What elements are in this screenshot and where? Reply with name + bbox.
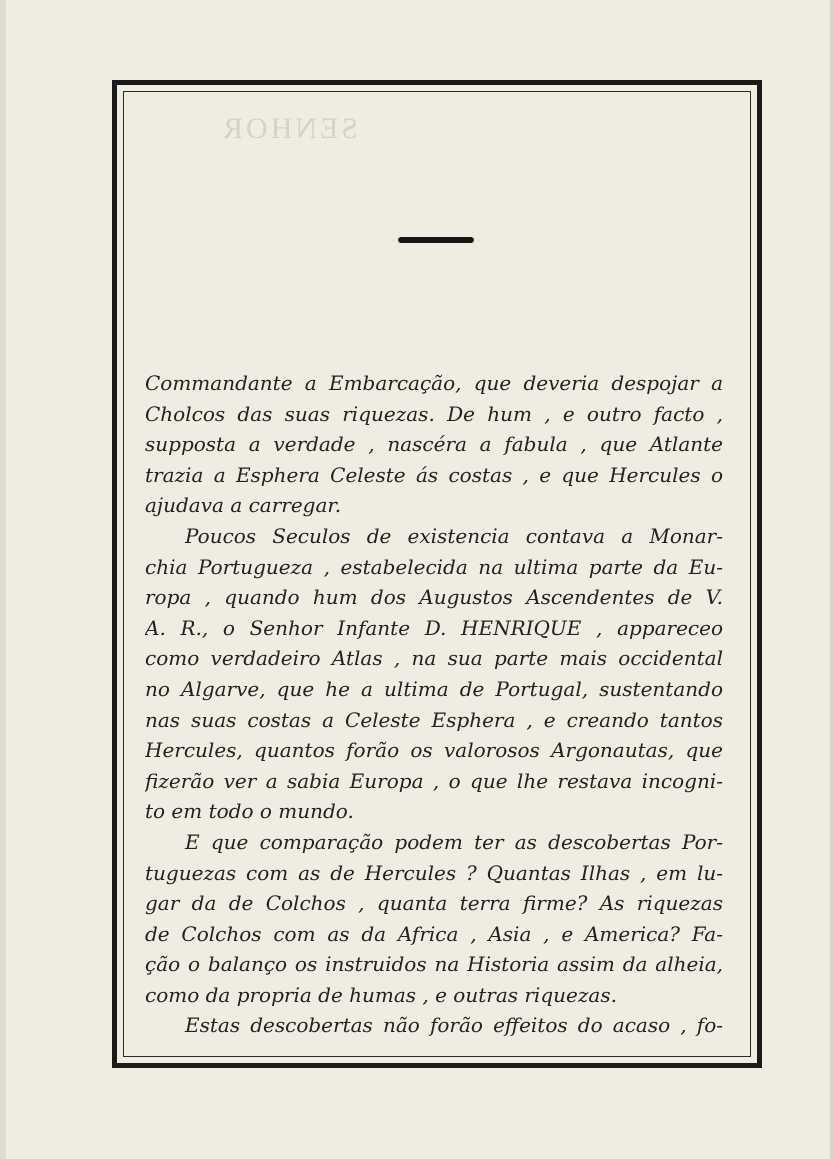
text-line: como verdadeiro Atlas , na sua parte mais occidental: [145, 646, 723, 671]
text-line: trazia a Esphera Celeste ás costas , e que Hercules o: [145, 462, 723, 487]
text-line: nas suas costas a Celeste Esphera , e creando tantos: [145, 707, 723, 732]
text-line: ção o balanço os instruidos na Historia assim da alheia,: [145, 952, 723, 977]
text-line: A. R., o Senhor Infante D. HENRIQUE , appareceo: [145, 615, 723, 640]
text-line: chia Portugueza , estabelecida na ultima parte da Eu-: [145, 554, 723, 579]
bleed-through-heading: SENHOR: [220, 112, 359, 145]
text-line: Cholcos das suas riquezas. De hum , e outro facto ,: [145, 401, 723, 426]
text-line: ropa , quando hum dos Augustos Ascendentes de V.: [145, 585, 723, 610]
text-line: no Algarve, que he a ultima de Portugal, sustentando: [145, 676, 723, 701]
ornamental-rule: [398, 237, 474, 243]
text-line: E que comparação podem ter as descobertas Por-: [185, 829, 723, 854]
text-line: como da propria de humas , e outras riquezas.: [145, 982, 617, 1007]
text-line: ajudava a carregar.: [145, 493, 342, 518]
text-line: Commandante a Embarcação, que deveria despojar a: [145, 371, 723, 395]
text-line: tuguezas com as de Hercules ? Quantas Ilhas , em lu-: [145, 860, 723, 885]
text-line: Estas descobertas não forão effeitos do acaso , fo-: [185, 1013, 723, 1038]
text-line: de Colchos com as da Africa , Asia , e America? Fa-: [145, 921, 723, 946]
body-text: [145, 368, 723, 1041]
text-line: gar da de Colchos , quanta terra firme? As riquezas: [145, 891, 723, 916]
text-line: fizerão ver a sabia Europa , o que lhe restava incogni-: [145, 768, 723, 793]
text-line: Poucos Seculos de existencia contava a Monar-: [185, 523, 723, 548]
text-line: Hercules, quantos forão os valorosos Argonautas, que: [145, 738, 723, 763]
text-line: supposta a verdade , nascéra a fabula , que Atlante: [145, 432, 723, 457]
text-line: to em todo o mundo.: [145, 799, 354, 824]
